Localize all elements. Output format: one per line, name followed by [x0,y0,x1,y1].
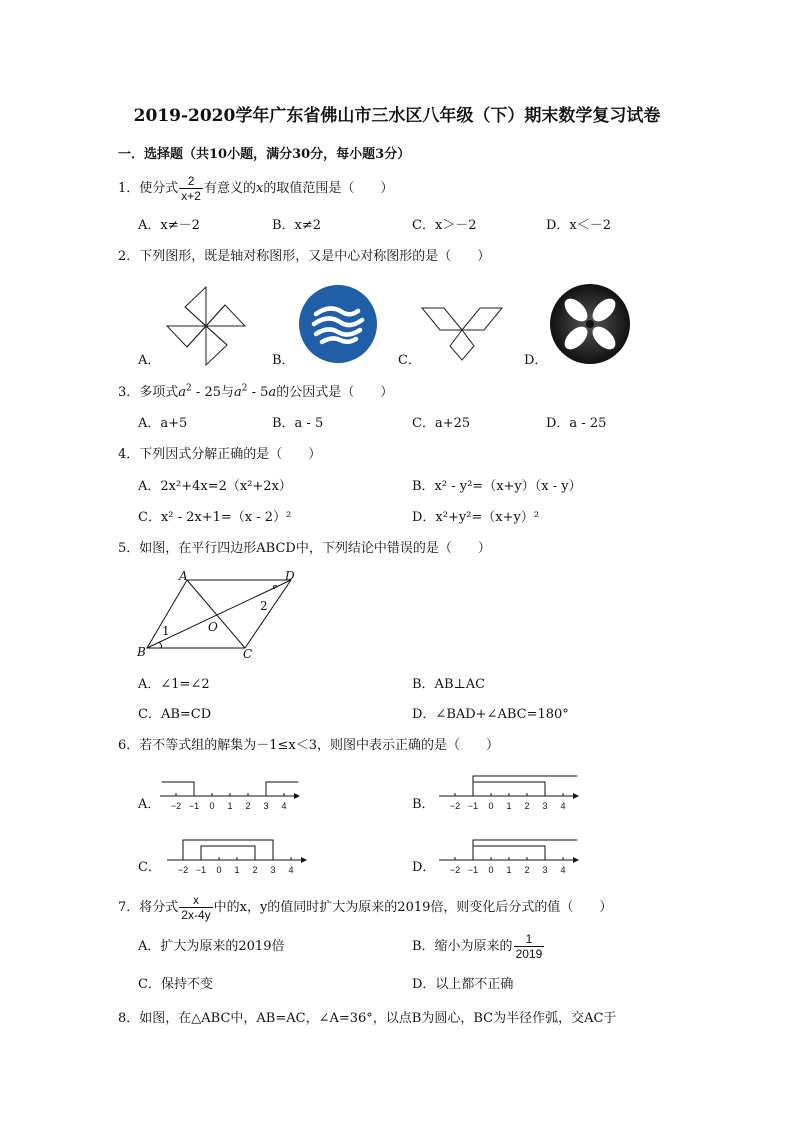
question-2-stem: 2．下列图形，既是轴对称图形，又是中心对称图形的是（ ） [118,249,491,264]
tick-label: 3 [270,865,276,875]
solution-bracket [201,846,255,860]
angle-label-1: 1 [162,624,170,638]
q1-numerator: 2 [187,174,195,188]
tick-label: −2 [449,865,461,875]
q7-option-c: C．保持不变 [138,977,213,992]
axis-arrow [301,857,307,863]
section-heading: 一．选择题（共10小题，满分30分，每小题3分） [118,147,411,162]
vertex-label-a: A [179,569,188,583]
axis-arrow [573,857,579,863]
q2-option-d: D． [524,353,548,368]
q2-option-c: C． [398,353,421,368]
q1-text-end: 的取值范围是（ ） [263,181,394,196]
q3-prefix: 3．多项式 [118,385,179,400]
tick-label: −1 [467,865,479,875]
q1-option-c: C．x＞－2 [412,218,477,233]
q1-fraction [179,174,203,203]
q6-option-d: D． [412,860,436,875]
question-7-stem [118,893,612,923]
tick-label: 0 [216,865,222,875]
q1-option-a: A．x≠－2 [138,218,200,233]
vertex-label-c: C [243,647,253,661]
pinwheel-figure [165,285,247,367]
q7-suffix: 中的x，y的值同时扩大为原来的2019倍，则变化后分式的值（ ） [213,900,613,915]
axis-arrow [573,793,579,799]
tick-label: 3 [542,865,548,875]
q1-prefix: 1．使分式 [118,181,179,196]
q3-mid2: - 5 [247,385,269,400]
question-8-stem: 8．如图，在△ABC中，AB=AC，∠A=36°，以点B为圆心，BC为半径作弧，交AC于 [118,1011,617,1026]
parallelogram-figure [135,568,310,663]
tick-label: 1 [227,801,233,811]
q3-var-a1: a [178,385,187,400]
tick-label: −1 [195,865,207,875]
q6-option-a: A． [138,797,161,812]
q3-var-a2: a [233,385,242,400]
q7-option-b-fraction [514,932,545,961]
q4-option-d: D．x²+y²=（x+y）² [412,510,540,525]
q3-mid: - 25与 [191,385,234,400]
q3-suffix: 的公因式是（ ） [276,385,394,400]
q1-option-d: D．x＜－2 [546,218,612,233]
q3-option-b: B．a - 5 [272,416,324,431]
center-label-o: O [208,620,218,634]
q4-option-a: A．2x²+4x=2（x²+2x） [138,479,292,494]
q6-option-c: C． [138,860,161,875]
solution-bracket [473,840,577,860]
question-6-stem: 6．若不等式组的解集为－1≤x＜3，则图中表示正确的是（ ） [118,738,500,753]
number-line-a [158,772,303,812]
tick-label: 3 [542,801,548,811]
q7-option-d: D．以上都不正确 [412,977,514,992]
q3-var-a3: a [268,385,277,400]
q1-option-b: B．x≠2 [272,218,322,233]
q6-option-b: B． [412,797,435,812]
q3-exp1: 2 [186,383,192,394]
vertex-label-b: B [137,645,146,659]
tick-label: −2 [449,801,461,811]
china-mobile-logo-figure [298,284,378,364]
q4-option-c: C．x² - 2x+1=（x - 2）² [138,510,292,525]
q5-option-d: D．∠BAD+∠ABC=180° [412,707,569,722]
number-line-c [165,836,310,876]
q7-b-denominator: 2019 [515,947,543,961]
q2-option-a: A． [138,353,161,368]
tick-label: −2 [177,865,189,875]
q7-option-a: A．扩大为原来的2019倍 [138,939,285,954]
tick-label: 4 [560,865,566,875]
q7-prefix: 7．将分式 [118,900,179,915]
tick-label: 0 [488,865,494,875]
tick-label: 3 [263,801,269,811]
q7-numerator: x [192,893,199,907]
angle-label-2: 2 [260,599,268,613]
q1-text: 有意义的 [203,181,256,196]
tick-label: 0 [488,801,494,811]
tick-label: 4 [281,801,287,811]
question-3-stem [118,385,393,401]
question-4-stem: 4．下列因式分解正确的是（ ） [118,447,322,462]
q5-option-b: B．AB⊥AC [412,677,486,692]
q2-option-b: B． [272,353,295,368]
tick-label: 4 [560,801,566,811]
tick-label: −1 [467,801,479,811]
tick-label: −1 [188,801,200,811]
axis-arrow [294,793,300,799]
question-1-stem [118,174,393,204]
solution-bracket [266,782,298,796]
q7-option-b [412,932,545,962]
solution-bracket [473,776,577,796]
q1-variable: x [255,181,264,196]
tick-label: 1 [506,865,512,875]
q3-option-a: A．a+5 [138,416,188,431]
tick-label: 4 [288,865,294,875]
q7-fraction [179,893,212,922]
q5-option-a: A．∠1=∠2 [138,677,210,692]
tick-label: −2 [170,801,182,811]
q3-option-d: D．a - 25 [546,416,607,431]
tick-label: 1 [234,865,240,875]
solution-bracket [183,840,273,860]
tick-label: 0 [209,801,215,811]
q7-denominator: 2x-4y [181,908,211,922]
tick-label: 2 [524,865,530,875]
tick-label: 2 [524,801,530,811]
q4-option-b: B．x² - y²=（x+y）（x - y） [412,479,582,494]
number-line-b [437,772,582,812]
q3-exp2: 2 [241,383,248,394]
vertex-label-d: D [285,569,295,583]
dark-circle-figure [549,283,631,365]
number-line-d [437,836,582,876]
q7-option-b-text: B．缩小为原来的 [412,939,513,954]
q1-denominator: x+2 [181,189,201,203]
q7-b-numerator: 1 [525,932,533,946]
tick-label: 2 [252,865,258,875]
rhombus-figure [420,304,504,362]
page-title: 2019-2020学年广东省佛山市三水区八年级（下）期末数学复习试卷 [133,106,661,126]
q3-option-c: C．a+25 [412,416,471,431]
solution-bracket [162,782,194,796]
tick-label: 1 [506,801,512,811]
tick-label: 2 [245,801,251,811]
question-5-stem: 5．如图，在平行四边形ABCD中，下列结论中错误的是（ ） [118,541,491,556]
q5-option-c: C．AB=CD [138,707,212,722]
